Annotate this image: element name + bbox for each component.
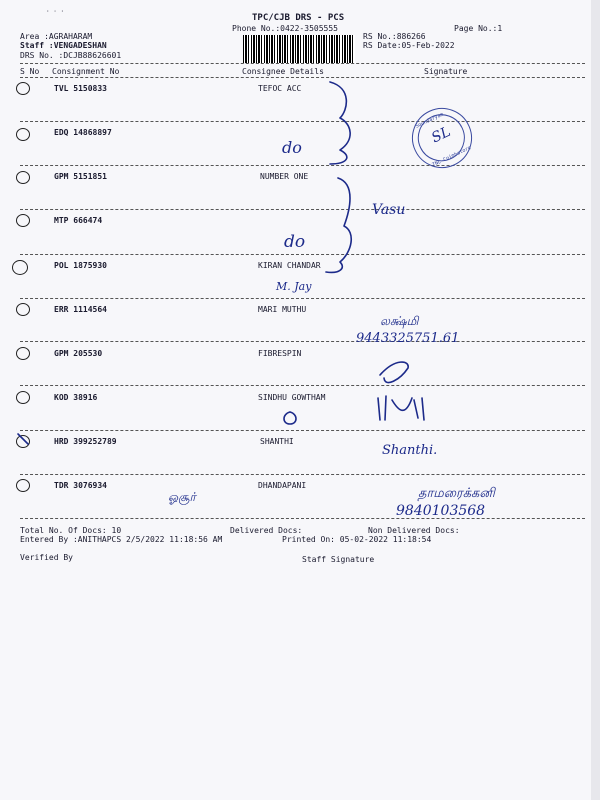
- consignment-no: TVL 5150833: [54, 84, 107, 93]
- consignment-no: KOD 38916: [54, 393, 98, 402]
- printed-on: Printed On: 05-02-2022 11:18:54: [282, 535, 432, 544]
- scribble-mark: [18, 434, 28, 444]
- scribble-mark: [284, 412, 296, 424]
- sheet-title: TPC/CJB DRS - PCS: [252, 13, 345, 23]
- rs-number: RS No.:886266: [363, 32, 426, 41]
- rs-date: RS Date:05-Feb-2022: [363, 41, 455, 50]
- col-consignee: Consignee Details: [242, 67, 324, 76]
- col-consignment: Consignment No: [52, 67, 120, 76]
- phone-row6: 9443325751.61: [356, 331, 460, 346]
- consignee-name: TEFOC ACC: [258, 84, 302, 93]
- col-signature: Signature: [424, 67, 468, 76]
- total-docs: Total No. Of Docs: 10: [20, 526, 122, 535]
- phone-number: Phone No.:0422-3505555: [232, 24, 338, 33]
- consignee-name: MARI MUTHU: [258, 305, 307, 314]
- handwritten-do: do: [284, 232, 306, 252]
- area-label: Area :AGRAHARAM: [20, 32, 93, 41]
- staff-signature: Staff Signature: [302, 555, 375, 564]
- brace-mark: [326, 178, 351, 272]
- consignee-name: DHANDAPANI: [258, 481, 307, 490]
- consignment-no: ERR 1114564: [54, 305, 107, 314]
- stamp-text: Soundaryam: [414, 111, 445, 130]
- col-sno: S No: [20, 67, 40, 76]
- drs-number: DRS No. :DCJB88626601: [20, 51, 122, 60]
- consignment-no: TDR 3076934: [54, 481, 107, 490]
- consignee-name: NUMBER ONE: [260, 172, 309, 181]
- stamp-initials: SL: [429, 123, 454, 147]
- page-number: Page No.:1: [454, 24, 503, 33]
- consignee-name: SINDHU GOWTHAM: [258, 393, 326, 402]
- consignee-name: KIRAN CHANDAR: [258, 261, 321, 270]
- signature-row9: Shanthi.: [382, 443, 438, 458]
- non-delivered-docs: Non Delivered Docs:: [368, 526, 460, 535]
- entered-by: Entered By :ANITHAPCS 2/5/2022 11:18:56 AM: [20, 535, 223, 544]
- tamil-name-row10: தாமரைக்கனி: [418, 486, 495, 501]
- handwritten-do: do: [282, 138, 302, 157]
- tamil-name-row10: ஓசூர்: [168, 490, 196, 504]
- stamp-city: TNL-Coimbatore: [431, 144, 473, 169]
- scribble-mark: [380, 362, 408, 383]
- phone-row10: 9840103568: [396, 503, 486, 519]
- scribble-mark: [378, 396, 424, 420]
- consignee-name: FIBRESPIN: [258, 349, 302, 358]
- delivered-docs: Delivered Docs:: [230, 526, 303, 535]
- scan-edge: [591, 0, 600, 800]
- consignment-no: GPM 205530: [54, 349, 103, 358]
- verified-by: Verified By: [20, 553, 73, 562]
- consignment-no: MTP 666474: [54, 216, 103, 225]
- consignment-no: POL 1875930: [54, 261, 107, 270]
- staff-label: Staff :VENGADESHAN: [20, 41, 107, 50]
- consignment-no: EDQ 14868897: [54, 128, 112, 137]
- tamil-name-row6: லக்ஷ்மி: [380, 314, 419, 328]
- consignment-no: HRD 399252789: [54, 437, 117, 446]
- signature-row4: Vasu: [372, 202, 406, 218]
- brace-mark: [330, 82, 350, 164]
- signature-row5: M. Jay: [276, 280, 312, 293]
- consignee-name: SHANTHI: [260, 437, 294, 446]
- consignment-no: GPM 5151851: [54, 172, 107, 181]
- scan-specks: · · ·: [46, 8, 65, 15]
